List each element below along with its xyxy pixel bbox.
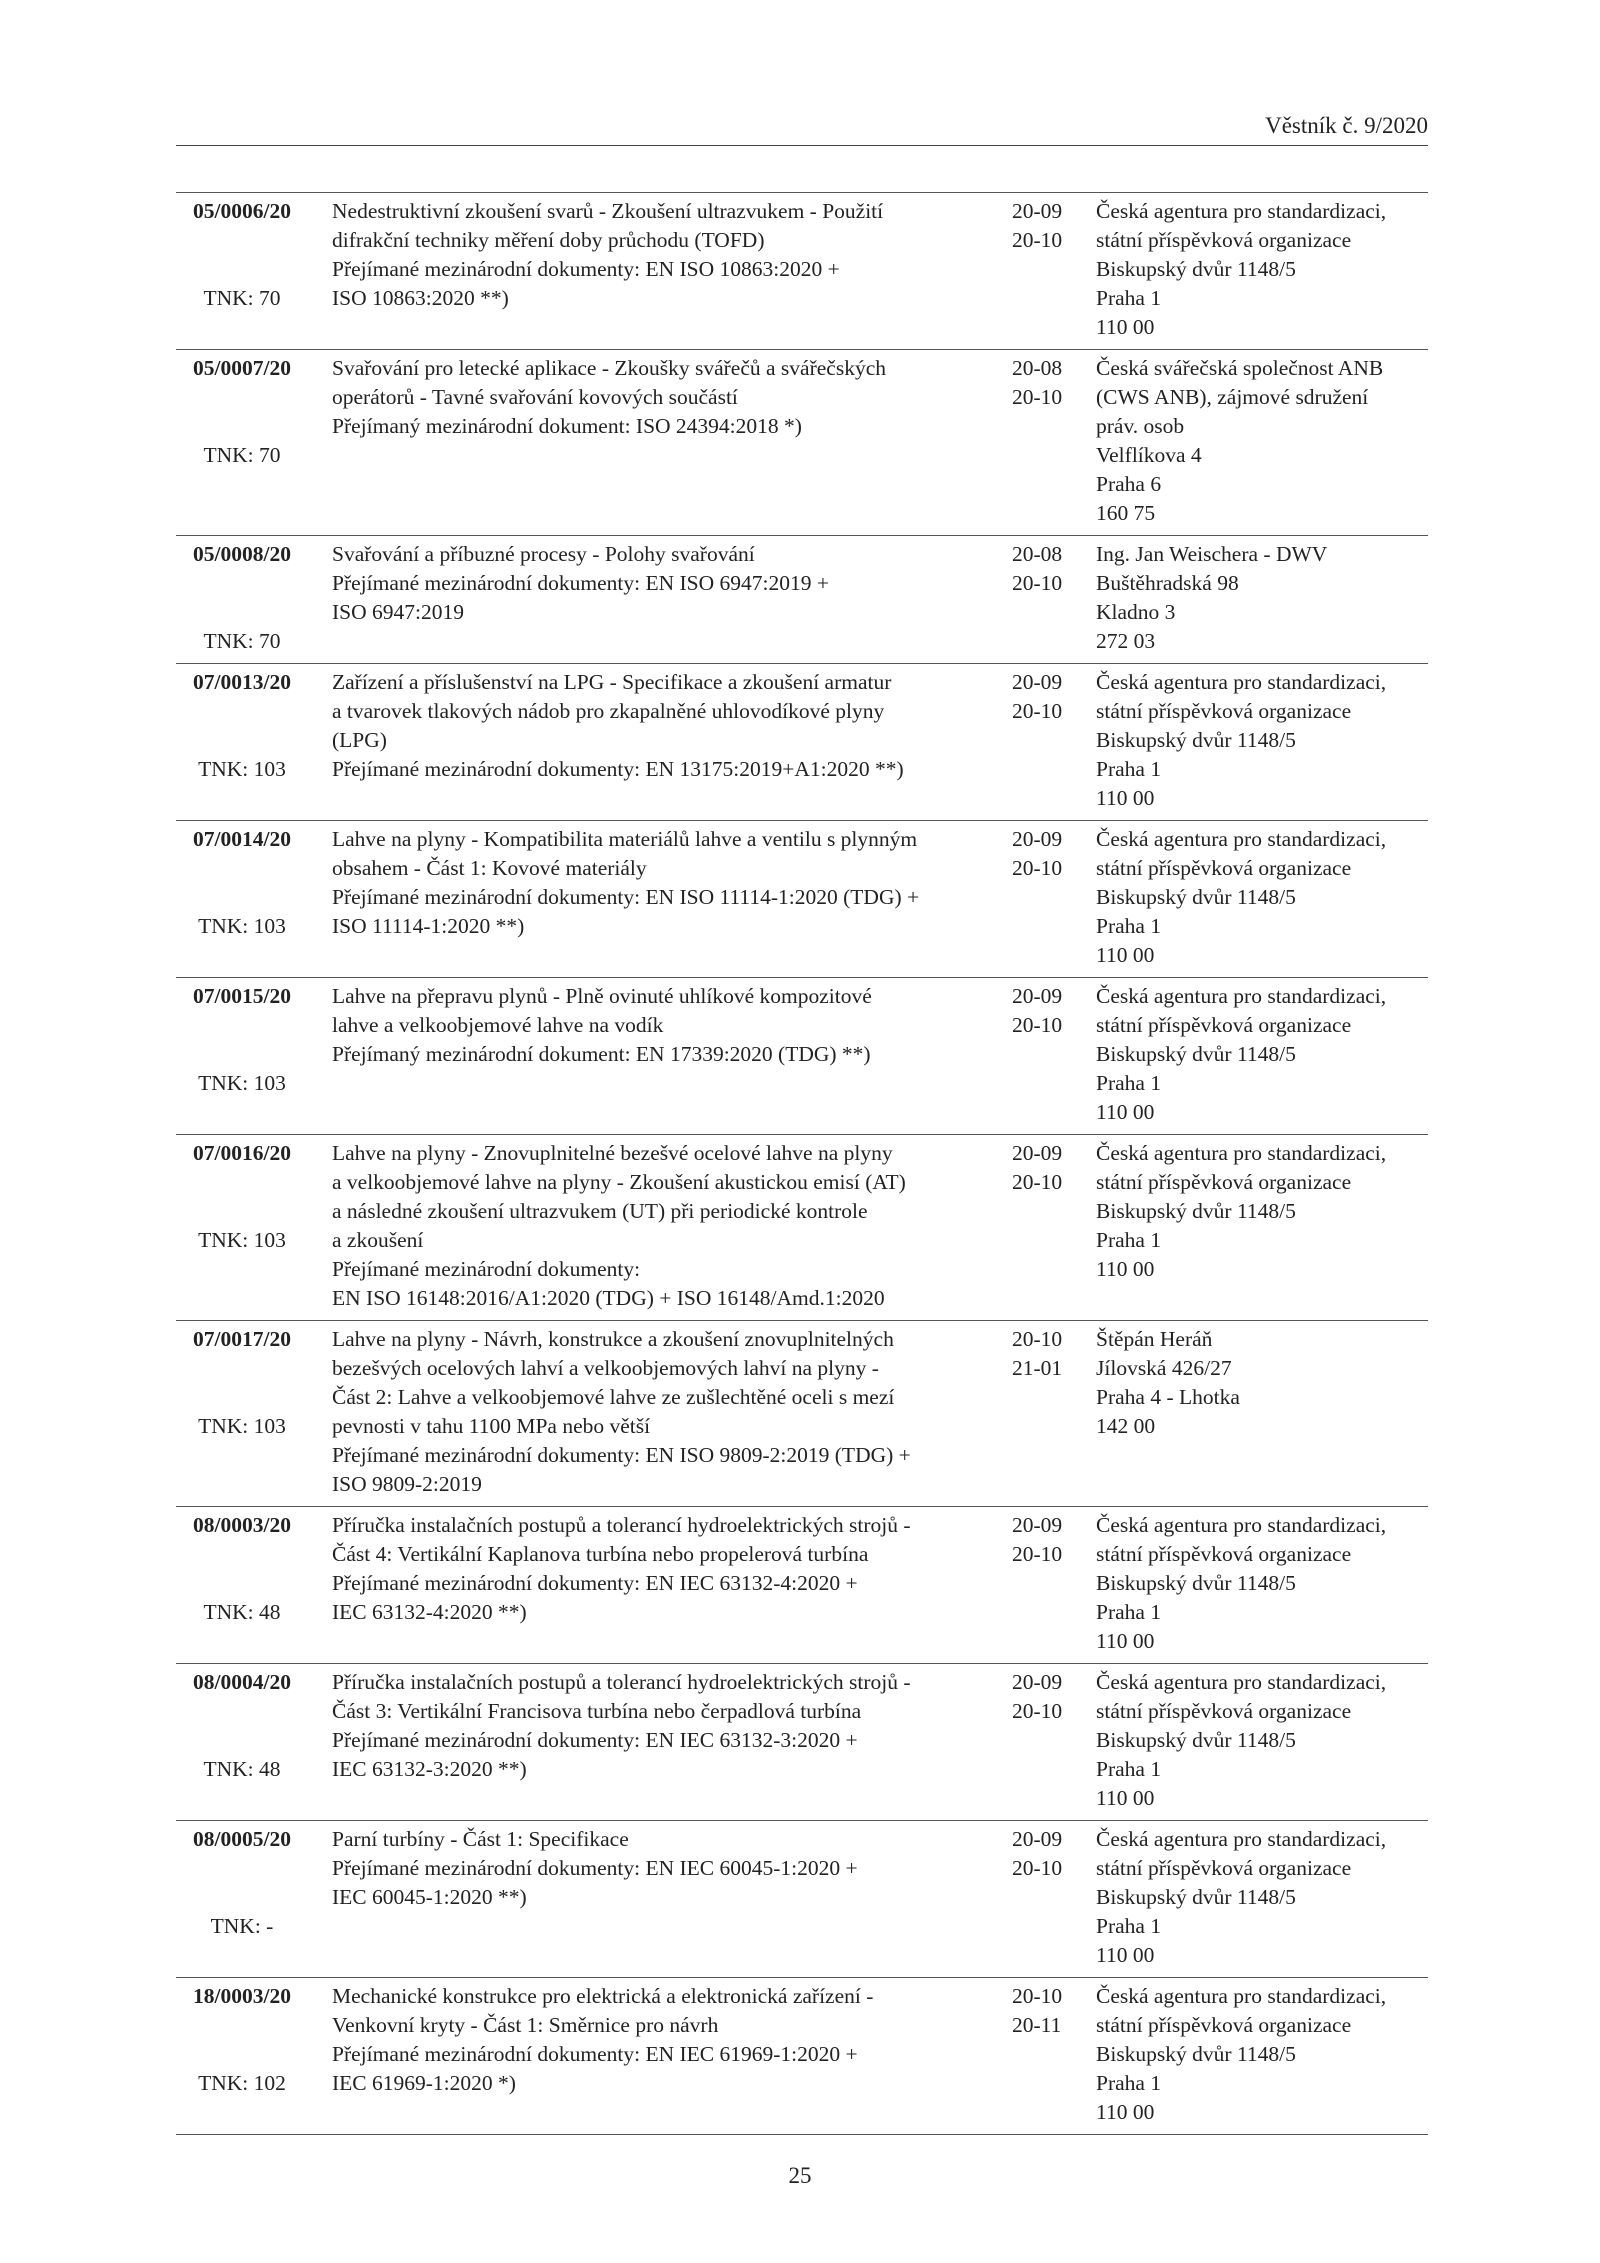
description-line: IEC 63132-3:2020 **) (332, 1757, 527, 1781)
description-line: Přejímané mezinárodní dokumenty: EN IEC 63132-3:2020 + (332, 1728, 858, 1752)
address-line: státní příspěvková organizace (1096, 1699, 1352, 1723)
address-line: státní příspěvková organizace (1096, 1542, 1352, 1566)
address-line: Praha 1 (1096, 2071, 1162, 2095)
entry-processor-address (1096, 664, 1428, 821)
standards-table (176, 192, 1428, 2135)
address-line: Česká agentura pro standardizaci, (1096, 1513, 1387, 1537)
date-line: 20-10 (1012, 1984, 1063, 2008)
entry-description (332, 1507, 1012, 1664)
entry-description (332, 193, 1012, 350)
address-line: 110 00 (1096, 1629, 1155, 1653)
entry-tnk: TNK: 48 (203, 1757, 281, 1781)
entry-id-cell (176, 1664, 308, 1821)
description-line: Část 2: Lahve a velkoobjemové lahve ze zušlechtěné oceli s mezí (332, 1385, 895, 1409)
entry-description (332, 1978, 1012, 2135)
entry-tnk: TNK: - (210, 1914, 274, 1938)
description-line: difrakční techniky měření doby průchodu (TOFD) (332, 228, 765, 252)
entry-tnk: TNK: 103 (198, 914, 286, 938)
entry-processor-address (1096, 1135, 1428, 1321)
table-row (176, 1321, 1428, 1507)
spacer-line (176, 726, 308, 755)
column-gap (308, 1321, 332, 1507)
date-line: 20-09 (1012, 1827, 1063, 1851)
description-line: a zkoušení (332, 1228, 424, 1252)
entry-tnk: TNK: 70 (203, 443, 281, 467)
description-line: Příručka instalačních postupů a tolerancí hydroelektrických strojů - (332, 1513, 911, 1537)
table-row (176, 821, 1428, 978)
entry-dates (1012, 664, 1096, 821)
description-line: Lahve na přepravu plynů - Plně ovinuté uhlíkové kompozitové (332, 984, 872, 1008)
date-line: 20-10 (1012, 1699, 1063, 1723)
entry-tnk: TNK: 70 (203, 629, 281, 653)
address-line: Biskupský dvůr 1148/5 (1096, 1199, 1296, 1223)
entry-number: 05/0007/20 (193, 356, 291, 380)
entry-description (332, 978, 1012, 1135)
description-line: Přejímaný mezinárodní dokument: EN 17339:2020 (TDG) **) (332, 1042, 871, 1066)
address-line: 160 75 (1096, 501, 1156, 525)
address-line: 110 00 (1096, 2100, 1155, 2124)
column-gap (308, 1135, 332, 1321)
description-line: Lahve na plyny - Znovuplnitelné bezešvé ocelové lahve na plyny (332, 1141, 893, 1165)
column-gap (308, 978, 332, 1135)
address-line: Praha 1 (1096, 1757, 1162, 1781)
description-line: Parní turbíny - Část 1: Specifikace (332, 1827, 629, 1851)
entry-processor-address (1096, 1321, 1428, 1507)
spacer-line (176, 1011, 308, 1040)
date-line: 20-10 (1012, 1327, 1063, 1351)
description-line: Část 3: Vertikální Francisova turbína nebo čerpadlová turbína (332, 1699, 862, 1723)
description-line: Nedestruktivní zkoušení svarů - Zkoušení ultrazvukem - Použití (332, 199, 884, 223)
entry-tnk: TNK: 48 (203, 1600, 281, 1624)
spacer-line (176, 226, 308, 255)
entry-description (332, 536, 1012, 664)
entry-number: 07/0016/20 (193, 1141, 291, 1165)
spacer-line (176, 569, 308, 598)
description-line: ISO 11114-1:2020 **) (332, 914, 525, 938)
address-line: Česká agentura pro standardizaci, (1096, 827, 1387, 851)
address-line: 110 00 (1096, 1786, 1155, 1810)
spacer-line (176, 2040, 308, 2069)
date-line: 20-09 (1012, 199, 1063, 223)
description-line: operátorů - Tavné svařování kovových součástí (332, 385, 738, 409)
description-line: IEC 63132-4:2020 **) (332, 1600, 527, 1624)
address-line: 110 00 (1096, 315, 1155, 339)
entry-processor-address (1096, 1507, 1428, 1664)
entry-id-cell (176, 1978, 308, 2135)
entry-number: 18/0003/20 (193, 1984, 291, 2008)
spacer-line (176, 1354, 308, 1383)
entry-dates (1012, 978, 1096, 1135)
column-gap (308, 1821, 332, 1978)
description-line: Lahve na plyny - Kompatibilita materiálů lahve a ventilu s plynným (332, 827, 918, 851)
description-line: Venkovní kryty - Část 1: Směrnice pro návrh (332, 2013, 719, 2037)
table-row (176, 1978, 1428, 2135)
entry-id-cell (176, 821, 308, 978)
table-row (176, 350, 1428, 536)
description-line: a následné zkoušení ultrazvukem (UT) při periodické kontrole (332, 1199, 868, 1223)
spacer-line (176, 412, 308, 441)
entry-dates (1012, 1821, 1096, 1978)
table-row (176, 664, 1428, 821)
column-gap (308, 536, 332, 664)
entry-processor-address (1096, 821, 1428, 978)
entry-id-cell (176, 1135, 308, 1321)
address-line: Biskupský dvůr 1148/5 (1096, 885, 1296, 909)
entry-dates (1012, 821, 1096, 978)
address-line: státní příspěvková organizace (1096, 228, 1352, 252)
address-line: Praha 1 (1096, 1914, 1162, 1938)
entry-id-cell (176, 536, 308, 664)
entry-dates (1012, 536, 1096, 664)
spacer-line (176, 1569, 308, 1598)
entry-number: 07/0013/20 (193, 670, 291, 694)
entry-id-cell (176, 664, 308, 821)
spacer-line (176, 1168, 308, 1197)
address-line: státní příspěvková organizace (1096, 1170, 1352, 1194)
date-line: 20-10 (1012, 1013, 1063, 1037)
address-line: Biskupský dvůr 1148/5 (1096, 1885, 1296, 1909)
address-line: 110 00 (1096, 1257, 1155, 1281)
description-line: a velkoobjemové lahve na plyny - Zkoušení akustickou emisí (AT) (332, 1170, 906, 1194)
spacer-line (176, 1040, 308, 1069)
description-line: Lahve na plyny - Návrh, konstrukce a zkoušení znovuplnitelných (332, 1327, 894, 1351)
address-line: 110 00 (1096, 943, 1155, 967)
address-line: Česká agentura pro standardizaci, (1096, 670, 1387, 694)
address-line: Praha 1 (1096, 1071, 1162, 1095)
spacer-line (176, 1540, 308, 1569)
table-row (176, 1821, 1428, 1978)
address-line: 110 00 (1096, 1100, 1155, 1124)
address-line: Ing. Jan Weischera - DWV (1096, 542, 1328, 566)
entry-dates (1012, 193, 1096, 350)
description-line: lahve a velkoobjemové lahve na vodík (332, 1013, 664, 1037)
address-line: Praha 1 (1096, 914, 1162, 938)
entry-processor-address (1096, 193, 1428, 350)
date-line: 20-10 (1012, 1170, 1063, 1194)
address-line: Česká agentura pro standardizaci, (1096, 199, 1387, 223)
date-line: 20-09 (1012, 1670, 1063, 1694)
entry-id-cell (176, 1507, 308, 1664)
address-line: Jílovská 426/27 (1096, 1356, 1232, 1380)
entry-processor-address (1096, 350, 1428, 536)
address-line: státní příspěvková organizace (1096, 699, 1352, 723)
entry-tnk: TNK: 102 (198, 2071, 286, 2095)
description-line: (LPG) (332, 728, 387, 752)
entry-tnk: TNK: 103 (198, 757, 286, 781)
date-line: 20-10 (1012, 1856, 1063, 1880)
address-line: Praha 1 (1096, 1600, 1162, 1624)
address-line: státní příspěvková organizace (1096, 856, 1352, 880)
entry-number: 08/0005/20 (193, 1827, 291, 1851)
address-line: (CWS ANB), zájmové sdružení (1096, 385, 1369, 409)
description-line: Přejímané mezinárodní dokumenty: EN ISO 10863:2020 + (332, 257, 840, 281)
spacer-line (176, 383, 308, 412)
page-number: 25 (788, 2163, 812, 2188)
address-line: Praha 1 (1096, 757, 1162, 781)
entry-processor-address (1096, 1978, 1428, 2135)
description-line: IEC 60045-1:2020 **) (332, 1885, 527, 1909)
address-line: Česká agentura pro standardizaci, (1096, 984, 1387, 1008)
address-line: Česká agentura pro standardizaci, (1096, 1984, 1387, 2008)
address-line: 110 00 (1096, 1943, 1155, 1967)
entry-id-cell (176, 1321, 308, 1507)
address-line: Praha 6 (1096, 472, 1162, 496)
date-line: 20-10 (1012, 228, 1063, 252)
entry-id-cell (176, 1821, 308, 1978)
date-line: 20-09 (1012, 984, 1063, 1008)
address-line: Biskupský dvůr 1148/5 (1096, 728, 1296, 752)
address-line: Štěpán Heráň (1096, 1327, 1213, 1351)
date-line: 20-10 (1012, 856, 1063, 880)
entry-number: 07/0017/20 (193, 1327, 291, 1351)
entry-description (332, 350, 1012, 536)
description-line: Přejímané mezinárodní dokumenty: EN IEC 60045-1:2020 + (332, 1856, 858, 1880)
date-line: 20-09 (1012, 827, 1063, 851)
address-line: Česká agentura pro standardizaci, (1096, 1141, 1387, 1165)
address-line: státní příspěvková organizace (1096, 1013, 1352, 1037)
entry-number: 08/0003/20 (193, 1513, 291, 1537)
table-row (176, 978, 1428, 1135)
description-line: Přejímané mezinárodní dokumenty: EN 13175:2019+A1:2020 **) (332, 757, 904, 781)
description-line: pevnosti v tahu 1100 MPa nebo větší (332, 1414, 651, 1438)
spacer-line (176, 1197, 308, 1226)
spacer-line (176, 1383, 308, 1412)
entry-description (332, 821, 1012, 978)
entry-tnk: TNK: 103 (198, 1071, 286, 1095)
spacer-line (176, 1726, 308, 1755)
column-gap (308, 193, 332, 350)
entry-description (332, 1135, 1012, 1321)
description-line: a tvarovek tlakových nádob pro zkapalněné uhlovodíkové plyny (332, 699, 885, 723)
description-line: IEC 61969-1:2020 *) (332, 2071, 516, 2095)
description-line: Přejímané mezinárodní dokumenty: EN ISO 6947:2019 + (332, 571, 829, 595)
entry-dates (1012, 1321, 1096, 1507)
address-line: Česká svářečská společnost ANB (1096, 356, 1384, 380)
description-line: Svařování a příbuzné procesy - Polohy svařování (332, 542, 755, 566)
address-line: Biskupský dvůr 1148/5 (1096, 1728, 1296, 1752)
entry-tnk: TNK: 103 (198, 1228, 286, 1252)
entry-tnk: TNK: 103 (198, 1414, 286, 1438)
description-line: Zařízení a příslušenství na LPG - Specifikace a zkoušení armatur (332, 670, 892, 694)
entry-processor-address (1096, 978, 1428, 1135)
address-line: státní příspěvková organizace (1096, 2013, 1352, 2037)
header-rule (176, 145, 1428, 146)
description-line: Přejímané mezinárodní dokumenty: EN ISO 11114-1:2020 (TDG) + (332, 885, 920, 909)
date-line: 20-10 (1012, 699, 1063, 723)
address-line: Praha 1 (1096, 286, 1162, 310)
table-row (176, 1135, 1428, 1321)
description-line: Přejímané mezinárodní dokumenty: EN IEC 61969-1:2020 + (332, 2042, 858, 2066)
description-line: ISO 6947:2019 (332, 600, 464, 624)
entry-number: 08/0004/20 (193, 1670, 291, 1694)
entry-dates (1012, 1978, 1096, 2135)
spacer-line (176, 1697, 308, 1726)
date-line: 21-01 (1012, 1356, 1063, 1380)
entry-description (332, 1664, 1012, 1821)
date-line: 20-09 (1012, 670, 1063, 694)
column-gap (308, 1664, 332, 1821)
date-line: 20-08 (1012, 542, 1063, 566)
entry-description (332, 1821, 1012, 1978)
description-line: EN ISO 16148:2016/A1:2020 (TDG) + ISO 16148/Amd.1:2020 (332, 1286, 885, 1310)
entry-id-cell (176, 193, 308, 350)
description-line: Přejímaný mezinárodní dokument: ISO 24394:2018 *) (332, 414, 802, 438)
entry-dates (1012, 350, 1096, 536)
column-gap (308, 821, 332, 978)
entry-id-cell (176, 350, 308, 536)
address-line: Biskupský dvůr 1148/5 (1096, 1042, 1296, 1066)
address-line: 110 00 (1096, 786, 1155, 810)
address-line: Biskupský dvůr 1148/5 (1096, 2042, 1296, 2066)
spacer-line (176, 2011, 308, 2040)
description-line: Svařování pro letecké aplikace - Zkoušky svářečů a svářečských (332, 356, 886, 380)
entry-dates (1012, 1664, 1096, 1821)
entry-description (332, 1321, 1012, 1507)
address-line: Kladno 3 (1096, 600, 1176, 624)
column-gap (308, 350, 332, 536)
description-line: ISO 10863:2020 **) (332, 286, 509, 310)
description-line: Přejímané mezinárodní dokumenty: (332, 1257, 641, 1281)
spacer-line (176, 697, 308, 726)
description-line: Mechanické konstrukce pro elektrická a elektronická zařízení - (332, 1984, 874, 2008)
description-line: bezešvých ocelových lahví a velkoobjemových lahví na plyny - (332, 1356, 879, 1380)
date-line: 20-10 (1012, 571, 1063, 595)
description-line: Část 4: Vertikální Kaplanova turbína nebo propelerová turbína (332, 1542, 869, 1566)
address-line: 272 03 (1096, 629, 1156, 653)
description-line: Příručka instalačních postupů a tolerancí hydroelektrických strojů - (332, 1670, 911, 1694)
address-line: státní příspěvková organizace (1096, 1856, 1352, 1880)
spacer-line (176, 598, 308, 627)
entry-processor-address (1096, 1821, 1428, 1978)
entry-number: 07/0015/20 (193, 984, 291, 1008)
date-line: 20-11 (1012, 2013, 1062, 2037)
entry-number: 07/0014/20 (193, 827, 291, 851)
entry-dates (1012, 1507, 1096, 1664)
address-line: Česká agentura pro standardizaci, (1096, 1670, 1387, 1694)
entry-id-cell (176, 978, 308, 1135)
address-line: 142 00 (1096, 1414, 1156, 1438)
spacer-line (176, 883, 308, 912)
address-line: Biskupský dvůr 1148/5 (1096, 1571, 1296, 1595)
entry-number: 05/0006/20 (193, 199, 291, 223)
entry-dates (1012, 1135, 1096, 1321)
table-row (176, 193, 1428, 350)
address-line: Biskupský dvůr 1148/5 (1096, 257, 1296, 281)
date-line: 20-10 (1012, 1542, 1063, 1566)
address-line: Praha 1 (1096, 1228, 1162, 1252)
standards-table-body (176, 193, 1428, 2135)
column-gap (308, 1507, 332, 1664)
entry-description (332, 664, 1012, 821)
spacer-line (176, 854, 308, 883)
date-line: 20-09 (1012, 1513, 1063, 1537)
address-line: Česká agentura pro standardizaci, (1096, 1827, 1387, 1851)
table-row (176, 536, 1428, 664)
table-row (176, 1664, 1428, 1821)
address-line: Praha 4 - Lhotka (1096, 1385, 1240, 1409)
spacer-line (176, 1854, 308, 1883)
description-line: Přejímané mezinárodní dokumenty: EN IEC 63132-4:2020 + (332, 1571, 858, 1595)
spacer-line (176, 255, 308, 284)
address-line: Buštěhradská 98 (1096, 571, 1239, 595)
column-gap (308, 1978, 332, 2135)
entry-processor-address (1096, 536, 1428, 664)
description-line: ISO 9809-2:2019 (332, 1472, 482, 1496)
description-line: Přejímané mezinárodní dokumenty: EN ISO 9809-2:2019 (TDG) + (332, 1443, 911, 1467)
table-row (176, 1507, 1428, 1664)
spacer-line (176, 1883, 308, 1912)
page-header-title: Věstník č. 9/2020 (1265, 113, 1428, 138)
column-gap (308, 664, 332, 821)
address-line: práv. osob (1096, 414, 1185, 438)
date-line: 20-08 (1012, 356, 1063, 380)
entry-processor-address (1096, 1664, 1428, 1821)
entry-tnk: TNK: 70 (203, 286, 281, 310)
entry-number: 05/0008/20 (193, 542, 291, 566)
address-line: Velflíkova 4 (1096, 443, 1202, 467)
description-line: obsahem - Část 1: Kovové materiály (332, 856, 647, 880)
date-line: 20-10 (1012, 385, 1063, 409)
date-line: 20-09 (1012, 1141, 1063, 1165)
